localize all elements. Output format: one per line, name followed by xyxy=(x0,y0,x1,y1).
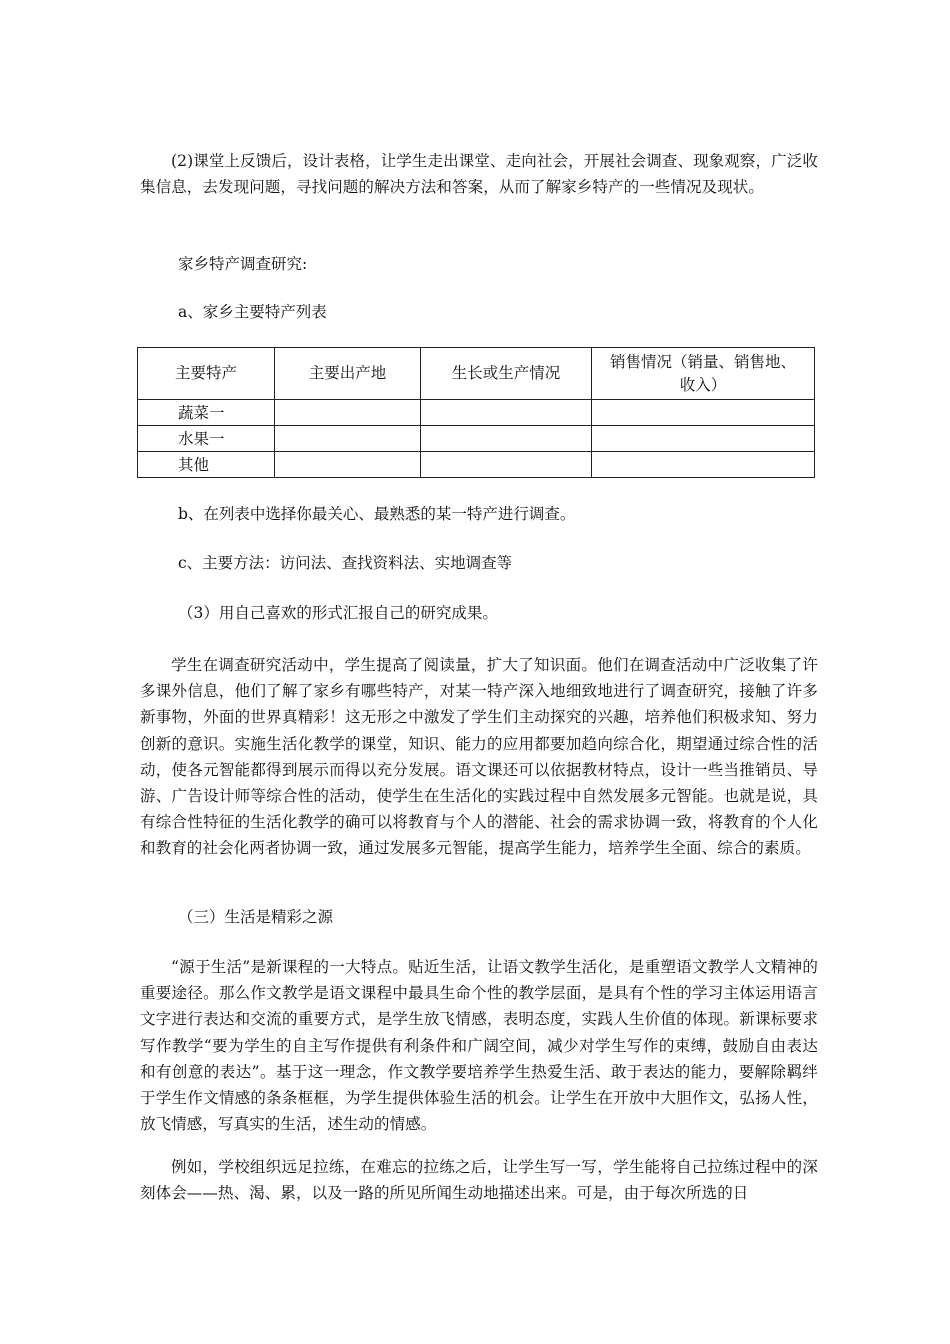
table-cell xyxy=(592,426,815,452)
table-cell xyxy=(275,400,421,426)
table-row xyxy=(138,400,815,426)
table-cell xyxy=(421,452,592,478)
table-header-cell: 生长或生产情况 xyxy=(421,348,592,400)
paragraph-life-source: “源于生活”是新课程的一大特点。贴近生活，让语文教学生活化，是重塑语文教学人文精神的重要途径。那么作文教学是语文课程中最具生命个性的教学层面，是具有个性的学习主体运用语言文字进行表达和交流的重要方式，是学生放飞情感，表明态度，实践人生价值的体现。新课标要求写作教学“要为学生的自主写作提供有利条件和广阔空间，减少对学生写作的束缚，鼓励自由表达和有创意的表达”。基于这一理念，作文教学要培养学生热爱生活、敢于表达的能力，要解除羁绊于学生作文情感的条条框框，为学生提供体验生活的机会。让学生在开放中大胆作文，弘扬人性，放飞情感，写真实的生活，述生动的情感。 xyxy=(140,958,818,1134)
table-cell: 蔬菜一 xyxy=(138,400,275,426)
paragraph-example: 例如，学校组织远足拉练，在难忘的拉练之后，让学生写一写，学生能将自己拉练过程中的深刻体会——热、渴、累，以及一路的所见所闻生动地描述出来。可是，由于每次所选的日 xyxy=(140,1158,818,1203)
table-row xyxy=(138,452,815,478)
table-cell xyxy=(275,426,421,452)
list-item-b: b、在列表中选择你最关心、最熟悉的某一特产进行调查。 xyxy=(178,505,576,523)
table-cell xyxy=(275,452,421,478)
table-header-cell: 主要特产 xyxy=(138,348,275,400)
table-row xyxy=(138,426,815,452)
table-cell: 其他 xyxy=(138,452,275,478)
list-item-c: c、主要方法：访问法、查找资料法、实地调查等 xyxy=(178,554,513,572)
list-item-a: a、家乡主要特产列表 xyxy=(178,303,327,321)
table-header-cell: 销售情况（销量、销售地、收入） xyxy=(592,348,815,400)
table-cell: 水果一 xyxy=(138,426,275,452)
specialty-table xyxy=(137,347,815,478)
paragraph-research-outcome: 学生在调查研究活动中，学生提高了阅读量，扩大了知识面。他们在调查活动中广泛收集了许多课外信息，他们了解了家乡有哪些特产，对某一特产深入地细致地进行了调查研究，接触了许多新事物，外面的世界真精彩！这无形之中激发了学生们主动探究的兴趣，培养他们积极求知、努力创新的意识。实施生活化教学的课堂，知识、能力的应用都要加趋向综合化，期望通过综合性的活动，使各元智能都得到展示而得以充分发展。语文课还可以依据教材特点，设计一些当推销员、导游、广告设计师等综合性的活动，使学生在生活化的实践过程中自然发展多元智能。也就是说，具有综合性特征的生活化教学的确可以将教育与个人的潜能、社会的需求协调一致，将教育的个人化和教育的社会化两者协调一致，通过发展多元智能，提高学生能力，培养学生全面、综合的素质。 xyxy=(140,656,818,858)
table-cell xyxy=(592,452,815,478)
table-cell xyxy=(421,400,592,426)
section-heading-3: （三）生活是精彩之源 xyxy=(178,908,334,926)
table-header-cell: 主要出产地 xyxy=(275,348,421,400)
paragraph-feedback-design: (2)课堂上反馈后，设计表格，让学生走出课堂、走向社会，开展社会调查、现象观察，广泛收集信息，去发现问题，寻找问题的解决方法和答案，从而了解家乡特产的一些情况及现状。 xyxy=(140,152,818,197)
list-item-3: （3）用自己喜欢的形式汇报自己的研究成果。 xyxy=(178,604,498,622)
table-header-row xyxy=(138,348,815,400)
table-cell xyxy=(421,426,592,452)
table-cell xyxy=(592,400,815,426)
survey-title: 家乡特产调查研究: xyxy=(178,255,308,273)
